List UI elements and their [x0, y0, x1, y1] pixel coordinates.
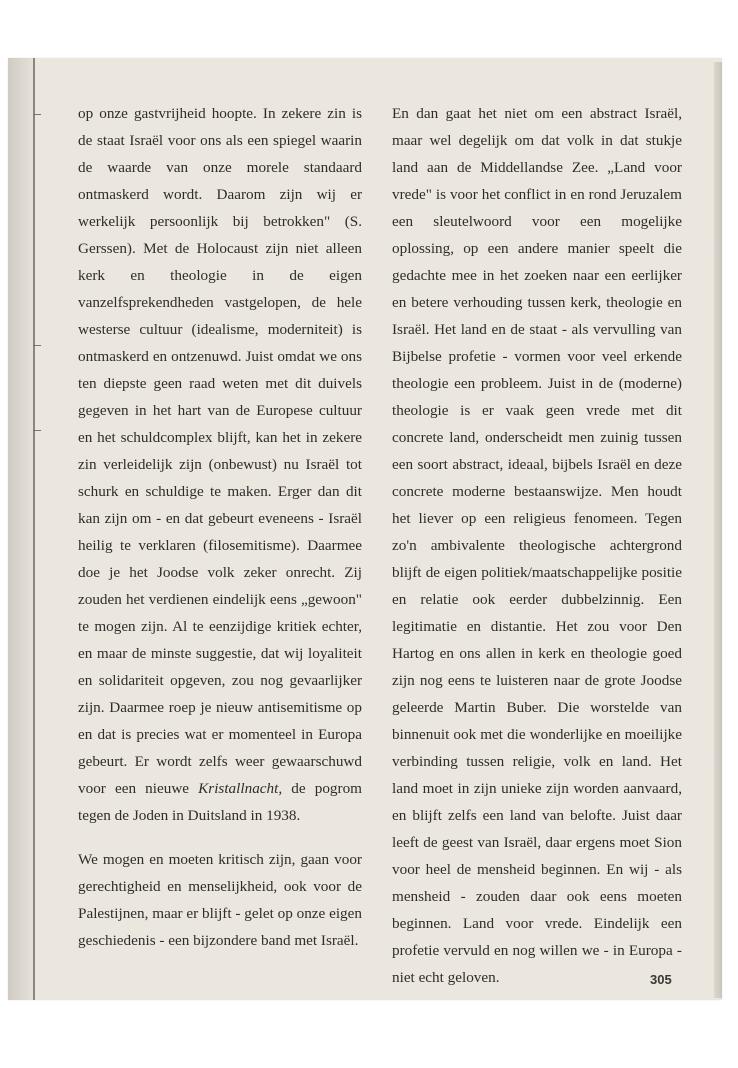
binding-tick — [33, 114, 41, 115]
binding-tick — [33, 345, 41, 346]
page-number: 305 — [650, 972, 672, 987]
body-paragraph: En dan gaat het niet om een abstract Israël, maar wel degelijk om dat volk in dat stukje land aan de Middellandse Zee. „Land voor vrede" is voor het conflict in en rond Jeruzalem een sleutelwoord voor een mogelijke oplossing, op een andere manier speelt die gedachte mee in het zoeken naar een eerlijker en betere verhouding tussen kerk, theologie en Israël. Het land en de staat - als vervulling van Bijbelse profetie - vormen voor veel erkende theologie een probleem. Juist in de (moderne) theologie is er vaak geen vrede met dit concrete land, onderscheidt men zuinig tussen een soort abstract, ideaal, bijbels Israël en deze concrete moderne bestaanswijze. Men houdt het liever op een religieus fenomeen. Tegen zo'n ambivalente theologische achtergrond blijft de eigen politiek/maatschappelijke positie en relatie ook eerder dubbelzinnig. Een legitimatie en distantie. Het zou voor Den Hartog en ons allen in kerk en theologie goed zijn nog eens te luisteren naar de grote Joodse geleerde Martin Buber. Die worstelde van binnenuit ook met die wonderlijke en moeilijke verbinding tussen religie, volk en land. Het land moet in zijn unieke zijn worden aanvaard, en blijft zelfs een land van belofte. Juist daar leeft de geest van Israël, daar ergens moet Sion voor heel de mensheid beginnen. En wij - als mensheid - zouden daar ook eens moeten beginnen. Land voor vrede. Eindelijk een profetie vervuld en nog willen we - in Europa - niet echt geloven. — [392, 105, 682, 986]
right-text-column — [392, 100, 682, 991]
binding-shadow — [8, 58, 34, 1000]
italic-term: Kristallnacht, — [198, 780, 283, 797]
paragraph-text: de pogrom tegen de Joden in Duitsland in 1938. — [78, 780, 362, 824]
left-text-column — [78, 100, 362, 954]
body-paragraph — [78, 100, 362, 829]
body-paragraph: We mogen en moeten kritisch zijn, gaan voor gerechtigheid en menselijkheid, ook voor de Palestijnen, maar er blijft - gelet op onze eigen geschiedenis - een bijzondere band met Israël. — [78, 851, 362, 949]
binding-line — [33, 58, 35, 1000]
binding-tick — [33, 430, 41, 431]
paragraph-text: op onze gastvrijheid hoopte. In zekere zin is de staat Israël voor ons als een spiegel waarin de waarde van onze morele standaard ontmaskerd wordt. Daarom zijn wij er werkelijk persoonlijk bij betrokken" (S. Gerssen). Met de Holocaust zijn niet alleen kerk en theologie in de eigen vanzelfsprekendheden vastgelopen, de hele westerse cultuur (idealisme, moderniteit) is ontmaskerd en ontzenuwd. Juist omdat we ons ten diepste geen raad weten met dit duivels gegeven in het hart van de Europese cultuur en het schuldcomplex blijft, kan het in zekere zin verleidelijk zijn (onbewust) nu Israël tot schurk en schuldige te maken. Erger dan dit kan zijn om - en dat gebeurt eveneens - Israël heilig te verklaren (filosemitisme). Daarmee doe je het Joodse volk zeker onrecht. Zij zouden het verdienen eindelijk eens „gewoon" te mogen zijn. Al te eenzijdige kritiek echter, en maar de minste suggestie, dat wij loyaliteit en solidariteit opgeven, zou nog gevaarlijker zijn. Daarmee roep je nieuw antisemitisme op en dat is precies wat er momenteel in Europa gebeurt. Er wordt zelfs weer gewaarschuwd voor een nieuwe — [78, 105, 362, 797]
page-edge — [714, 62, 722, 998]
